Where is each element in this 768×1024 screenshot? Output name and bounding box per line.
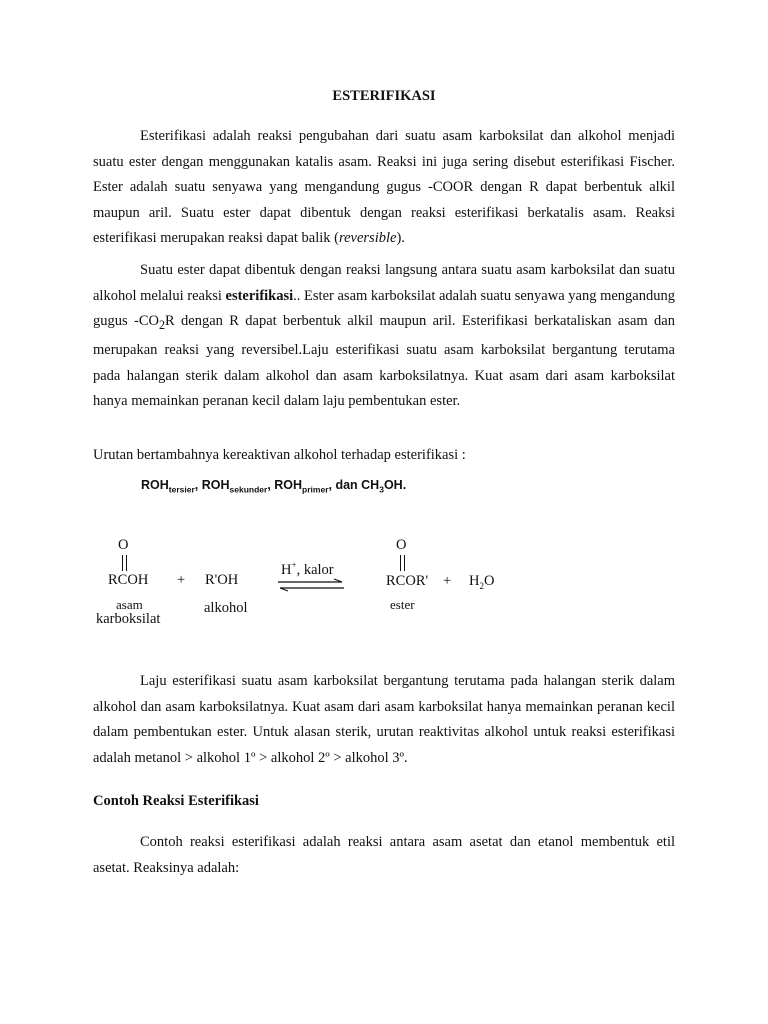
reactivity-order: $ROH_{tersier}$, $ROH_{sekunder}$, $ROH_{primer}$, dan $CH_3OH$. [141, 478, 407, 495]
paragraph-intro [93, 124, 675, 252]
paragraph-intro-end: ). [396, 230, 405, 246]
equilibrium-arrow-icon [276, 578, 346, 592]
label-alkohol: alkohol [204, 600, 248, 616]
water-formula: $H_2O$ [469, 573, 495, 591]
order-line: Urutan bertambahnya kereaktivan alkohol terhadap esterifikasi : [93, 447, 466, 463]
double-bond-product-right [404, 555, 405, 571]
paragraph-intro-text: Esterifikasi adalah reaksi pengubahan dari suatu asam karboksilat dan alkohol menjadi suatu ester dengan menggunakan katalis asam. Reaksi ini juga sering disebut esterifikasi Fischer. Ester adalah suatu senyawa yang mengandung gugus -COOR dengan R dapat berbentuk alkil maupun aril. Suatu ester dapat dibentuk dengan reaksi esterifikasi berkatalis asam. Reaksi esterifikasi merupakan reaksi dapat balik ( [93, 128, 675, 246]
paragraph-formation-text: Suatu ester dapat dibentuk dengan reaksi langsung antara suatu asam karboksilat dan suatu alkohol melalui reaksi [93, 262, 675, 304]
paragraph-steric: Laju esterifikasi suatu asam karboksilat bergantung terutama pada halangan sterik dalam alkohol dan asam karboksilatnya. Kuat asam dari asam karboksilat hanya memainkan peranan kecil dalam pembentukan ester. Untuk alasan sterik, urutan reaktivitas alkohol untuk reaksi esterifikasi adalah metanol > alkohol 1º > alkohol 2º > alkohol 3º. [93, 673, 675, 766]
paragraph-example: Contoh reaksi esterifikasi adalah reaksi antara asam asetat dan etanol membentuk etil asetat. Reaksinya adalah: [93, 834, 675, 876]
paragraph-formation [93, 258, 675, 415]
plus-sign-reactants: + [177, 572, 186, 588]
carbonyl-oxygen-product: O [396, 537, 407, 553]
label-karboksilat: karboksilat [96, 611, 161, 627]
page-title: ESTERIFIKASI [332, 88, 436, 104]
ester-formula: RCOR' [386, 573, 429, 589]
label-asam: asam [116, 597, 143, 612]
co2-subscript: 2 [158, 317, 166, 332]
double-bond-product-left [400, 555, 401, 571]
reversible-term: reversible [339, 230, 397, 246]
section-heading: Contoh Reaksi Esterifikasi [93, 793, 259, 809]
double-bond-reactant-right [126, 555, 127, 571]
carboxylic-acid-formula: RCOH [108, 572, 149, 588]
double-bond-reactant-left [122, 555, 123, 571]
plus-sign-products: + [443, 573, 452, 589]
alcohol-formula: R'OH [205, 572, 239, 588]
carbonyl-oxygen-reactant: O [118, 537, 129, 553]
label-ester: ester [390, 597, 415, 612]
esterifikasi-term: esterifikasi [225, 287, 294, 304]
paragraph-formation-end: R dengan R dapat berbentuk alkil maupun aril. Esterifikasi berkataliskan asam dan merupakan reaksi yang reversibel.Laju esterifikasi suatu asam karboksilat bergantung terutama pada halangan sterik dalam alkohol dan asam karboksilatnya. Kuat asam dari asam karboksilat hanya memainkan peranan kecil dalam laju pembentukan ester. [93, 313, 675, 410]
catalyst-label: H+, kalor [281, 560, 334, 578]
paragraph-formation-middle: .. Ester asam karboksilat adalah suatu senyawa yang mengandung gugus -CO [93, 287, 675, 329]
